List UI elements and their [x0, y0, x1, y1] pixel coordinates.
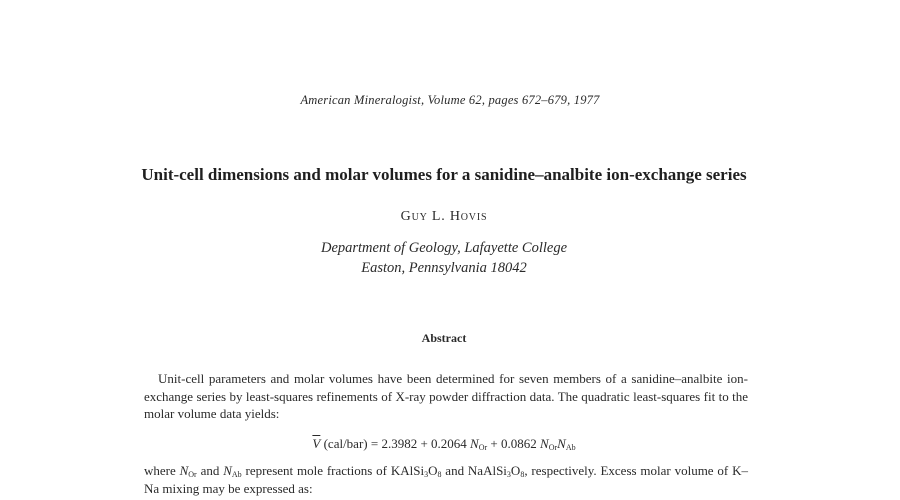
formula-o: O — [510, 463, 521, 478]
equation-sub-or: Or — [478, 443, 488, 452]
sub-3: 3 — [506, 470, 511, 479]
text-respectively: , respectively. Excess molar volume of K–Na mixing may be expressed as: — [144, 463, 748, 496]
author-name: Guy L. Hovis — [400, 209, 488, 224]
equation-term1-coefficient: + 0.2064 — [417, 436, 471, 451]
text-and: and — [441, 463, 468, 478]
formula-o: O — [428, 463, 438, 478]
affiliation-department: Department of Geology, Lafayette College — [320, 240, 568, 256]
equation-var-n: N — [540, 436, 549, 451]
molar-volume-equation — [0, 436, 888, 452]
formula-naalsi: NaAlSi — [467, 463, 507, 478]
var-n: N — [223, 463, 232, 478]
equation-var-n: N — [470, 436, 479, 451]
equation-sub-or: Or — [548, 443, 558, 452]
sub-8: 8 — [437, 470, 442, 479]
abstract-paragraph-1: Unit-cell parameters and molar volumes have been determined for seven members of a sanidine–analbite ion-exchange series by least-squares refinements of X-ray powder diffraction data. The quadratic least-squares fit to the molar volume data yields: — [144, 371, 748, 421]
sub-3: 3 — [424, 470, 429, 479]
sub-8: 8 — [520, 470, 525, 479]
equation-sub-ab: Ab — [565, 443, 576, 452]
article-title: Unit-cell dimensions and molar volumes for a sanidine–analbite ion-exchange series — [141, 165, 747, 184]
text-represent: represent mole fractions of — [241, 463, 391, 478]
equation-units: (cal/bar) = — [320, 436, 382, 451]
sub-or: Or — [188, 470, 197, 479]
equation-term2-coefficient: + 0.0862 — [487, 436, 541, 451]
affiliation-location: Easton, Pennsylvania 18042 — [361, 260, 527, 276]
var-n: N — [179, 463, 189, 478]
sub-ab: Ab — [231, 470, 242, 479]
text-and: and — [196, 463, 224, 478]
journal-reference: American Mineralogist, Volume 62, pages 672–679, 1977 — [300, 93, 600, 107]
text-where: where — [144, 463, 180, 478]
formula-kalsi: KAlSi — [390, 463, 425, 478]
abstract-heading: Abstract — [421, 331, 467, 345]
equation-constant: 2.3982 — [381, 436, 418, 451]
abstract-paragraph-2 — [144, 462, 748, 497]
equation-var-n: N — [557, 436, 566, 451]
equation-volume-symbol: $\overline{V}$ — [312, 436, 321, 451]
